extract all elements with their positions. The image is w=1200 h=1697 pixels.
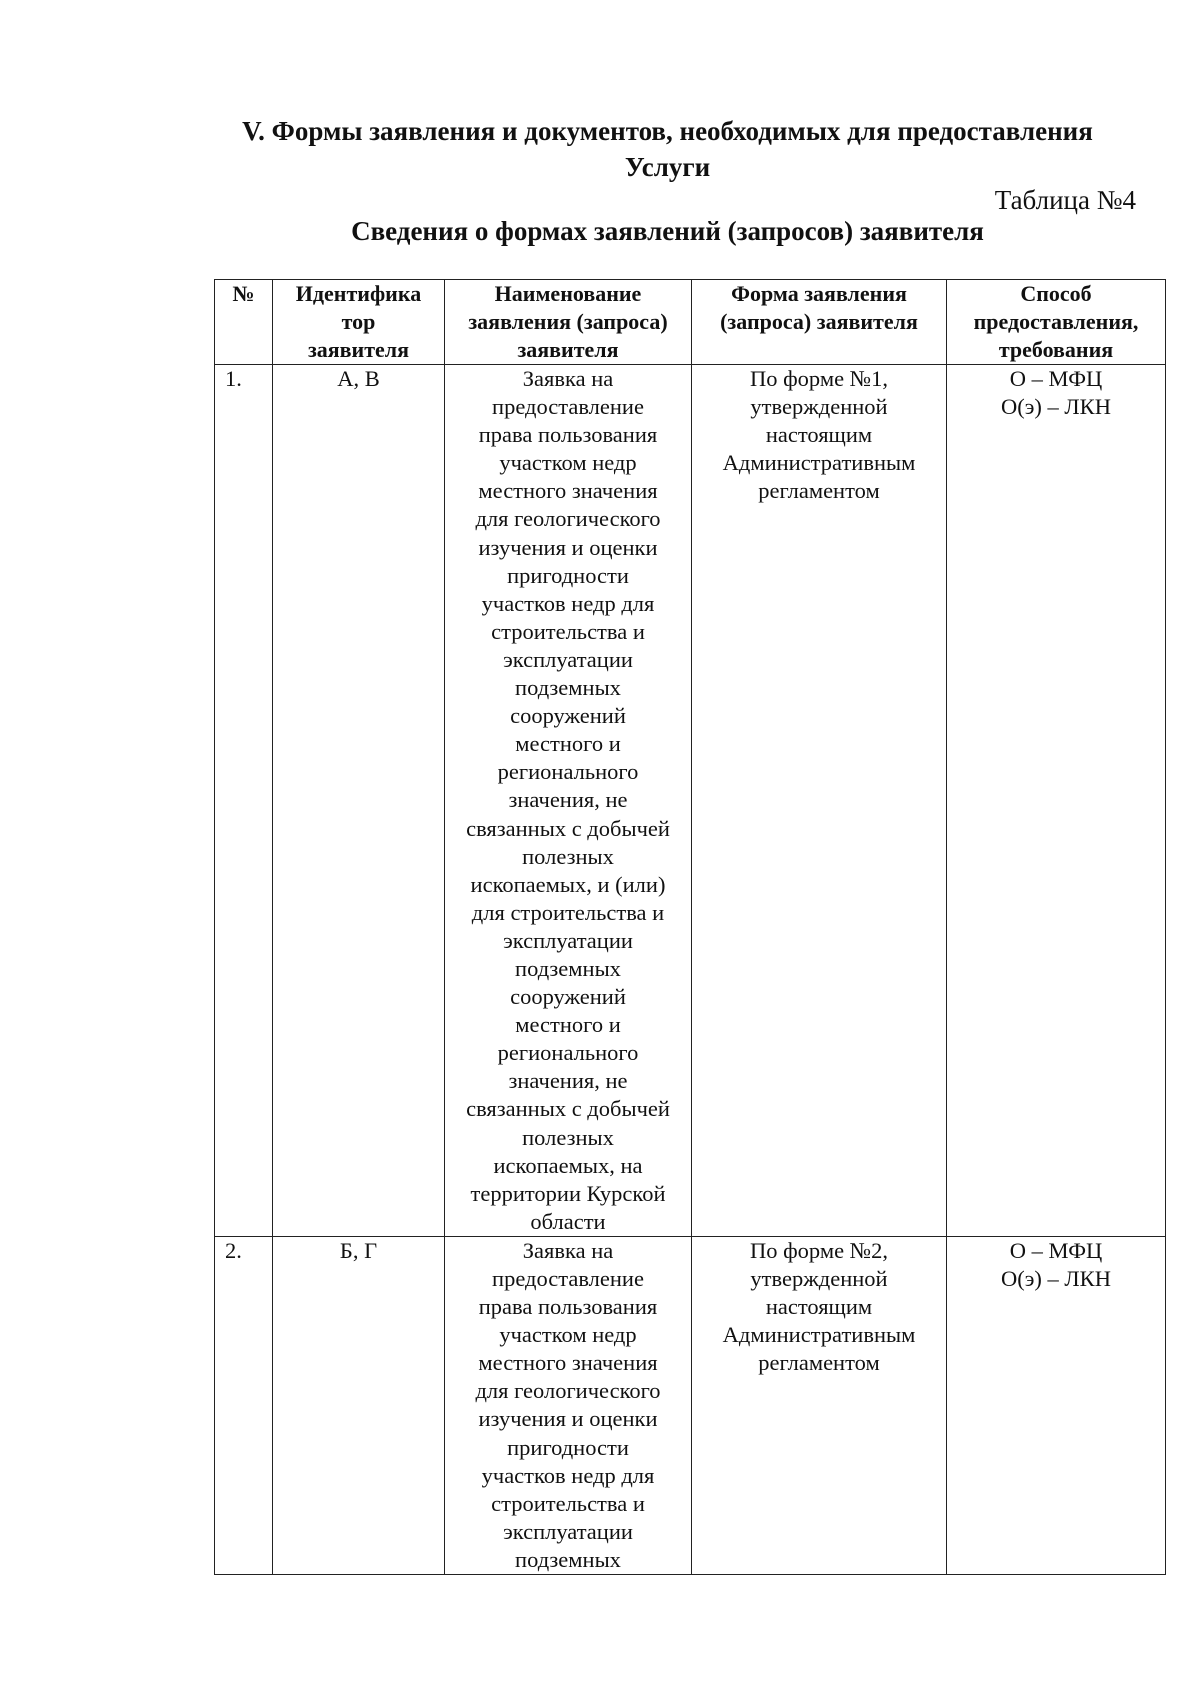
application-name-line: пригодности xyxy=(507,562,629,588)
application-name-line: местного и xyxy=(515,1012,621,1038)
table-row xyxy=(215,1236,1166,1574)
application-name-line: ископаемых, на xyxy=(493,1152,643,1178)
application-name-line: участков недр для xyxy=(481,1462,655,1488)
application-name-line: строительства и xyxy=(491,1490,645,1516)
application-name-line: эксплуатации xyxy=(503,646,633,672)
applicant-identifier-cell xyxy=(273,365,445,1237)
application-name-line: Заявка на xyxy=(522,1237,614,1263)
submission-method-cell xyxy=(947,1236,1166,1574)
application-name-line: области xyxy=(530,1208,606,1234)
application-form-line: утвержденной xyxy=(750,1266,888,1291)
application-name-cell xyxy=(445,365,692,1237)
application-form-line: утвержденной xyxy=(750,394,888,420)
application-name-line: участком недр xyxy=(499,1322,637,1348)
applicant-identifier: Б, Г xyxy=(339,1237,378,1263)
application-name-line: предоставление xyxy=(492,394,644,420)
submission-method-line: О – МФЦ xyxy=(1009,1237,1103,1263)
application-form-line: По форме №1, xyxy=(749,366,889,391)
application-name-line: для строительства и xyxy=(471,899,665,925)
table-number: Таблица №4 xyxy=(994,185,1136,215)
application-name-cell xyxy=(445,1236,692,1574)
application-name-line: регионального xyxy=(497,1040,639,1066)
application-name-line: ископаемых, и (или) xyxy=(470,871,666,897)
submission-method-line: О – МФЦ xyxy=(1009,366,1103,391)
header-method-line: Способ xyxy=(1020,281,1092,306)
section-title-line-1: V. Формы заявления и документов, необходимых для предоставления xyxy=(242,116,1093,146)
submission-method-line: О(э) – ЛКН xyxy=(1001,394,1111,420)
application-name-line: регионального xyxy=(497,759,639,785)
header-number xyxy=(215,280,273,365)
application-name-line: сооружений xyxy=(510,984,626,1010)
application-name-line: значения, не xyxy=(508,1068,628,1094)
application-name-line: предоставление xyxy=(492,1266,644,1291)
application-form-line: Административным xyxy=(722,450,916,476)
application-name-line: эксплуатации xyxy=(503,1518,633,1544)
header-identifier-line: заявителя xyxy=(307,337,410,362)
section-title-line-2: Услуги xyxy=(624,152,711,182)
header-form-line: (запроса) заявителя xyxy=(720,309,918,334)
application-name-line: местного и xyxy=(515,731,621,757)
application-name-line: подземных xyxy=(515,1546,621,1572)
header-number-line: № xyxy=(232,281,255,306)
application-name-line: для геологического xyxy=(475,1378,661,1404)
header-method-line: предоставления, xyxy=(973,309,1139,334)
header-method xyxy=(947,280,1166,365)
application-name-line: подземных xyxy=(515,675,621,701)
application-name-line: права пользования xyxy=(478,422,658,448)
header-identifier xyxy=(273,280,445,365)
application-form-line: По форме №2, xyxy=(749,1237,889,1263)
row-number-cell xyxy=(215,365,273,1237)
application-name-line: Заявка на xyxy=(522,366,614,391)
submission-method-cell xyxy=(947,365,1166,1237)
header-form xyxy=(692,280,947,365)
forms-table xyxy=(214,279,1166,1575)
header-name xyxy=(445,280,692,365)
application-name-line: для геологического xyxy=(475,506,661,532)
application-form-line: регламентом xyxy=(758,478,880,504)
table-body xyxy=(215,365,1166,1575)
header-method-line: требования xyxy=(998,337,1114,362)
row-number: 2. xyxy=(225,1237,242,1263)
table-row xyxy=(215,365,1166,1237)
application-name-line: местного значения xyxy=(478,478,658,504)
application-name-line: полезных xyxy=(522,1124,614,1150)
application-name-line: местного значения xyxy=(478,1350,658,1376)
application-name-line: изучения и оценки xyxy=(478,1406,658,1432)
application-name-line: связанных с добычей xyxy=(466,815,670,841)
application-name-line: подземных xyxy=(515,955,621,981)
application-name-line: пригодности xyxy=(507,1434,629,1460)
application-name-line: связанных с добычей xyxy=(466,1096,670,1122)
row-number-cell xyxy=(215,1236,273,1574)
application-name-line: участком недр xyxy=(499,450,637,476)
row-number: 1. xyxy=(225,366,242,391)
application-form-cell xyxy=(692,1236,947,1574)
application-form-line: регламентом xyxy=(758,1350,880,1376)
application-name-line: полезных xyxy=(522,843,614,869)
application-name-line: строительства и xyxy=(491,618,645,644)
applicant-identifier: А, В xyxy=(337,366,380,391)
submission-method-line: О(э) – ЛКН xyxy=(1001,1266,1111,1291)
header-name-line: заявления (запроса) xyxy=(468,309,668,334)
header-identifier-line: тор xyxy=(341,309,376,334)
header-identifier-line: Идентифика xyxy=(295,281,422,306)
application-form-line: настоящим xyxy=(765,1294,873,1320)
application-name-line: сооружений xyxy=(510,703,626,729)
application-name-line: значения, не xyxy=(508,787,628,813)
header-name-line: Наименование xyxy=(494,281,642,306)
application-form-cell xyxy=(692,365,947,1237)
application-form-line: Административным xyxy=(722,1322,916,1348)
application-name-line: изучения и оценки xyxy=(478,534,658,560)
application-form-line: настоящим xyxy=(765,422,873,448)
header-name-line: заявителя xyxy=(517,337,619,362)
header-form-line: Форма заявления xyxy=(731,281,907,306)
application-name-line: территории Курской xyxy=(470,1180,666,1206)
table-header-row xyxy=(215,280,1166,365)
application-name-line: права пользования xyxy=(478,1294,658,1320)
table-caption: Сведения о формах заявлений (запросов) заявителя xyxy=(351,216,984,246)
applicant-identifier-cell xyxy=(273,1236,445,1574)
section-title xyxy=(180,113,1155,185)
application-name-line: эксплуатации xyxy=(503,927,633,953)
application-name-line: участков недр для xyxy=(481,590,655,616)
